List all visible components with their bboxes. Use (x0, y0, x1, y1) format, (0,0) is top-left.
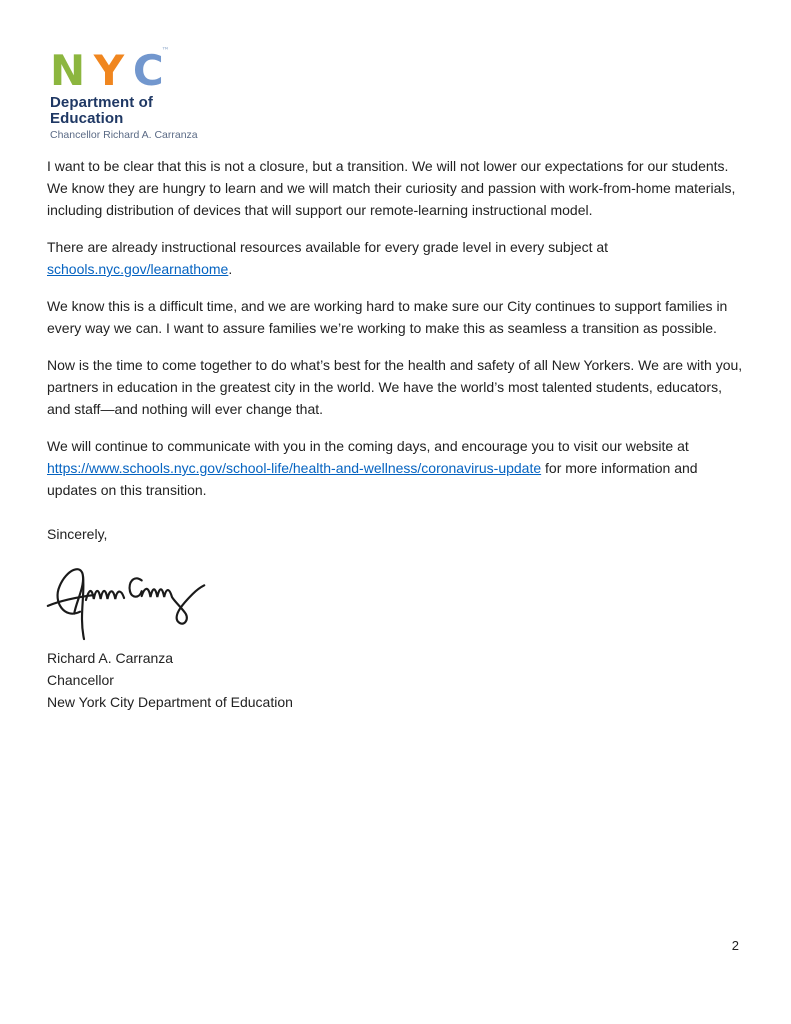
paragraph-communicate (47, 435, 749, 501)
logo-chancellor-line: Chancellor Richard A. Carranza (50, 129, 198, 141)
nyc-doe-logo (50, 46, 198, 142)
nyc-letter-n: N (50, 46, 83, 95)
handwritten-signature-icon (35, 555, 220, 643)
nyc-wordmark (50, 46, 170, 95)
logo-org-line-2: Education (50, 110, 124, 127)
signature-name: Richard A. Carranza (47, 650, 174, 666)
logo-org-line-1: Department of (50, 94, 153, 111)
paragraph-communicate-text: We will continue to communicate with you in the coming days, and encourage you to visit our website at (47, 438, 689, 454)
letter-body (47, 155, 749, 713)
paragraph-communicate-tail: for more information and updates on this transition. (47, 460, 698, 498)
paragraph-resources-text: There are already instructional resources available for every grade level in every subject at (47, 239, 609, 255)
trademark-icon: ™ (161, 46, 170, 55)
signature-title: Chancellor (47, 672, 114, 688)
closing-salutation: Sincerely, (47, 526, 108, 542)
page-number: 2 (731, 938, 739, 953)
signature-block (47, 647, 749, 713)
signature-image (35, 555, 749, 643)
paragraph-resources (47, 236, 749, 280)
nyc-letter-y: Y (93, 46, 122, 95)
signature-organization: New York City Department of Education (47, 694, 293, 710)
paragraph-resources-period: . (228, 261, 233, 277)
paragraph-transition: I want to be clear that this is not a closure, but a transition. We will not lower our expectations for our students. We know they are hungry to learn and we will match their curiosity and passion with work-from-home materials, including distribution of devices that will support our remote-learning instructional model. (47, 158, 736, 218)
paragraph-difficult-time: We know this is a difficult time, and we are working hard to make sure our City continues to support families in every way we can. I want to assure families we’re working to make this as seamless a transition as possible. (47, 298, 728, 336)
nyc-letter-c: C (132, 46, 161, 95)
coronavirus-update-link[interactable]: https://www.schools.nyc.gov/school-life/health-and-wellness/coronavirus-update (47, 460, 542, 476)
paragraph-come-together: Now is the time to come together to do what’s best for the health and safety of all New Yorkers. We are with you, partners in education in the greatest city in the world. We have the world’s most talented students, educators, and staff—and nothing will ever change that. (47, 357, 743, 417)
learn-at-home-link[interactable]: schools.nyc.gov/learnathome (47, 261, 229, 277)
